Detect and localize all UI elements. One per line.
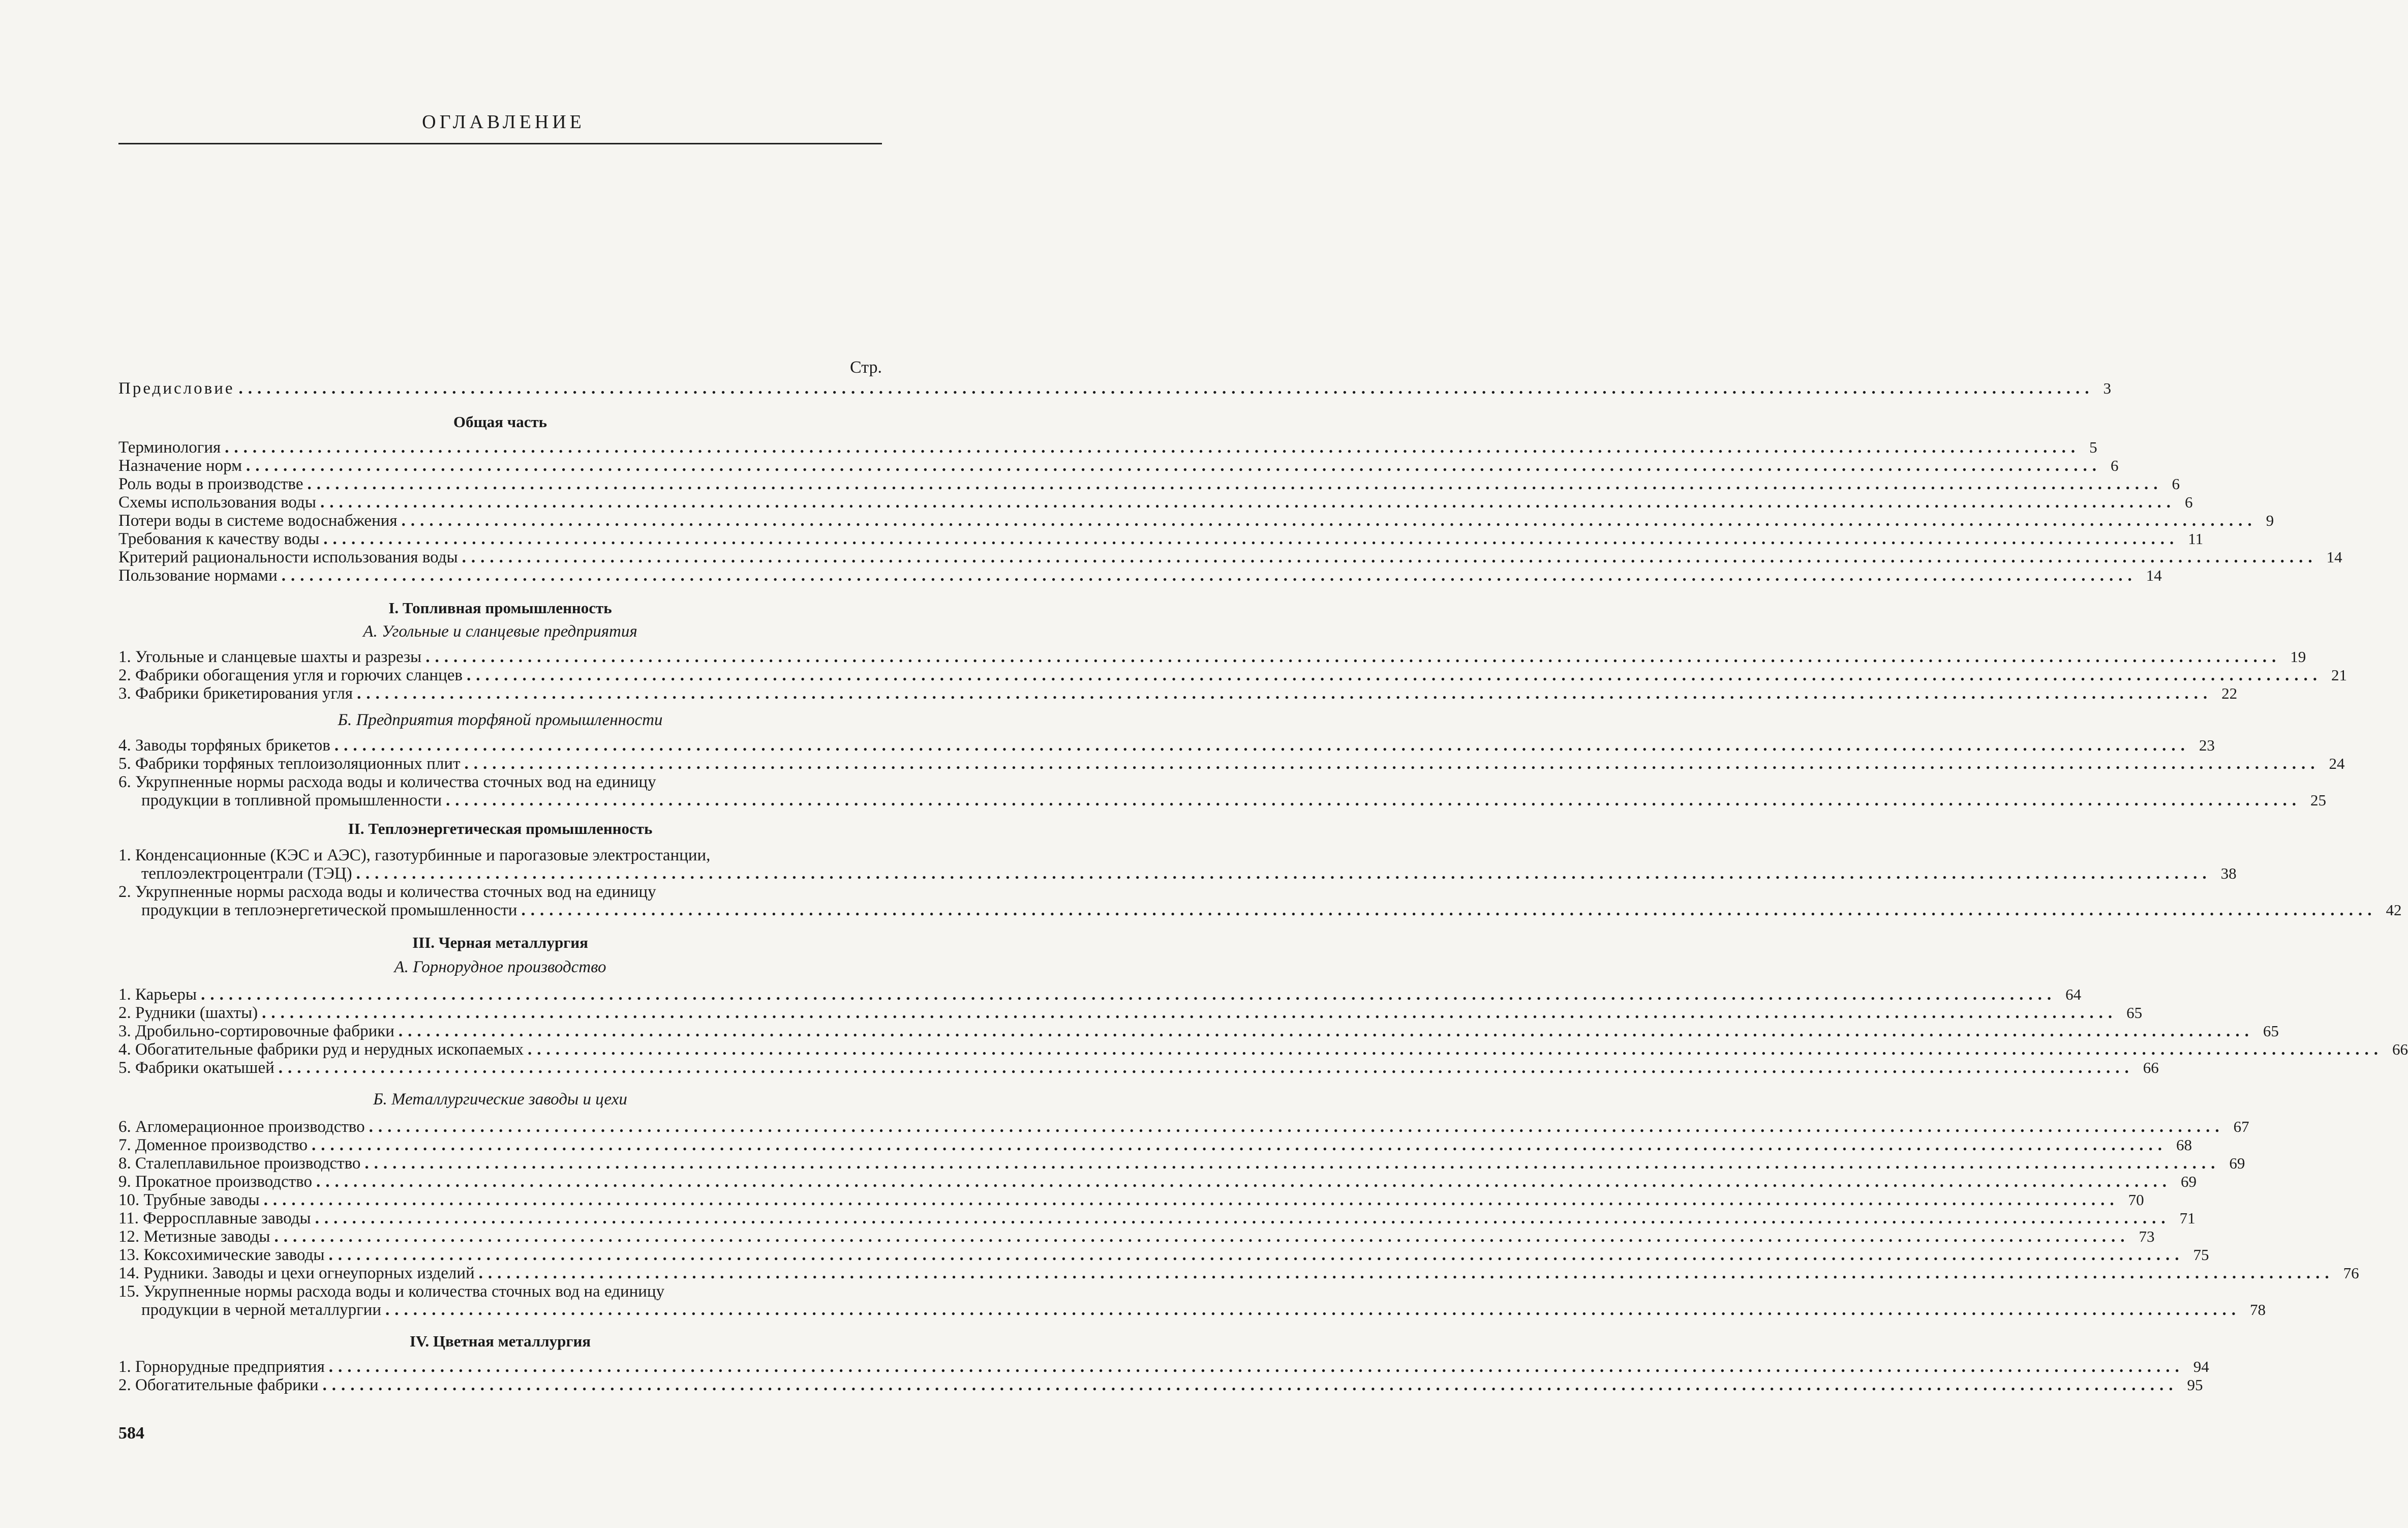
toc-entry[interactable] bbox=[118, 684, 2238, 703]
toc-entry-text: продукции в теплоэнергетической промышленности bbox=[141, 901, 517, 919]
toc-entry[interactable] bbox=[118, 475, 2180, 493]
toc-entry[interactable] bbox=[118, 864, 2237, 883]
toc-entry-page: 64 bbox=[2065, 985, 2082, 1003]
toc-entry-page: 65 bbox=[2126, 1004, 2143, 1022]
toc-entry-page: 95 bbox=[2187, 1376, 2203, 1394]
toc-entry[interactable] bbox=[118, 493, 2193, 512]
toc-entry-page: 11 bbox=[2188, 530, 2204, 548]
toc-entry[interactable] bbox=[118, 1301, 2266, 1319]
title-rule bbox=[118, 143, 882, 144]
toc-entry-page: 68 bbox=[2176, 1136, 2192, 1154]
toc-entry-page: 19 bbox=[2290, 648, 2306, 666]
toc-entry[interactable] bbox=[118, 648, 2306, 666]
leader-dots: ........................................................................................................................................................................................................ bbox=[462, 548, 2318, 566]
toc-entry[interactable] bbox=[118, 1227, 2155, 1246]
toc-entry-text: продукции в черной металлургии bbox=[141, 1301, 381, 1319]
leader-dots: ........................................................................................................................................................................................................ bbox=[263, 1191, 2119, 1209]
toc-entry-text: 8. Сталеплавильное производство bbox=[118, 1154, 361, 1173]
toc-entry-text: Критерий рациональности использования воды bbox=[118, 548, 458, 566]
page-number: 584 bbox=[118, 1424, 144, 1443]
leader-dots: ........................................................................................................................................................................................................ bbox=[320, 493, 2176, 512]
leader-dots: ........................................................................................................................................................................................................ bbox=[323, 530, 2179, 548]
toc-entry[interactable] bbox=[118, 1004, 2143, 1022]
section-3a-entries bbox=[118, 985, 2408, 1077]
toc-entry-page: 6 bbox=[2172, 475, 2180, 493]
toc-entry-text: 2. Рудники (шахты) bbox=[118, 1004, 258, 1022]
toc-entry-page: 78 bbox=[2250, 1301, 2266, 1319]
toc-entry-text: 1. Горнорудные предприятия bbox=[118, 1358, 325, 1376]
leader-dots: ........................................................................................................................................................................................................ bbox=[425, 648, 2281, 666]
leader-dots: ........................................................................................................................................................................................................ bbox=[262, 1004, 2118, 1022]
toc-entry[interactable] bbox=[118, 755, 2345, 773]
leader-dots: ........................................................................................................................................................................................................ bbox=[307, 475, 2163, 493]
section-1b-entries bbox=[118, 736, 2345, 773]
toc-entry-text: 4. Обогатительные фабрики руд и нерудных ископаемых bbox=[118, 1040, 524, 1059]
toc-entry-page: 6 bbox=[2111, 457, 2119, 474]
leader-dots: ........................................................................................................................................................................................................ bbox=[357, 684, 2213, 703]
toc-entry[interactable] bbox=[118, 1040, 2408, 1059]
section-heading: IV. Цветная металлургия bbox=[409, 1332, 591, 1350]
leader-dots: ........................................................................................................................................................................................................ bbox=[238, 379, 2094, 398]
leader-dots: ........................................................................................................................................................................................................ bbox=[328, 1358, 2184, 1376]
toc-entry-text: Схемы использования воды bbox=[118, 493, 316, 512]
toc-entry[interactable] bbox=[118, 666, 2347, 684]
toc-entry-page: 76 bbox=[2343, 1264, 2359, 1282]
toc-entry-text: Предисловие bbox=[118, 379, 235, 398]
toc-entry-text: 2. Фабрики обогащения угля и горючих сланцев bbox=[118, 666, 463, 684]
toc-entry-text: 11. Ферросплавные заводы bbox=[118, 1209, 311, 1227]
toc-entry[interactable] bbox=[118, 530, 2204, 548]
toc-entry[interactable] bbox=[118, 1173, 2197, 1191]
section-heading: I. Топливная промышленность bbox=[388, 599, 612, 617]
leader-dots: ........................................................................................................................................................................................................ bbox=[334, 736, 2190, 755]
toc-entry-page: 9 bbox=[2266, 512, 2274, 529]
toc-entry-text: 5. Фабрики торфяных теплоизоляционных плит bbox=[118, 755, 461, 773]
toc-entry[interactable] bbox=[118, 1358, 2209, 1376]
toc-entry-wrap-line: 2. Укрупненные нормы расхода воды и количества сточных вод на единицу bbox=[118, 883, 656, 901]
leader-dots: ........................................................................................................................................................................................................ bbox=[385, 1301, 2241, 1319]
leader-dots: ........................................................................................................................................................................................................ bbox=[521, 901, 2377, 919]
leader-dots: ........................................................................................................................................................................................................ bbox=[246, 457, 2102, 475]
section-heading: Общая часть bbox=[453, 413, 547, 431]
toc-entry-text: 5. Фабрики окатышей bbox=[118, 1059, 275, 1077]
toc-entry-text: 4. Заводы торфяных брикетов bbox=[118, 736, 330, 755]
toc-entry-text: 7. Доменное производство bbox=[118, 1136, 308, 1154]
leader-dots: ........................................................................................................................................................................................................ bbox=[369, 1118, 2224, 1136]
toc-entry[interactable] bbox=[118, 791, 2327, 810]
toc-entry-page: 94 bbox=[2193, 1358, 2209, 1375]
leader-dots: ........................................................................................................................................................................................................ bbox=[201, 985, 2057, 1004]
toc-entry-page: 66 bbox=[2143, 1059, 2159, 1076]
toc-entry-page: 38 bbox=[2220, 864, 2237, 882]
toc-entry-text: Терминология bbox=[118, 438, 221, 457]
leader-dots: ........................................................................................................................................................................................................ bbox=[316, 1173, 2172, 1191]
toc-entry-page: 3 bbox=[2103, 379, 2111, 397]
page-title: ОГЛАВЛЕНИЕ bbox=[422, 111, 585, 133]
toc-entry[interactable] bbox=[118, 1264, 2359, 1282]
toc-entry[interactable] bbox=[118, 1059, 2159, 1077]
leader-dots: ........................................................................................................................................................................................................ bbox=[281, 566, 2137, 585]
toc-entry-preface[interactable] bbox=[118, 379, 2111, 398]
toc-entry-text: 6. Агломерационное производство bbox=[118, 1118, 365, 1136]
toc-entry-text: Назначение норм bbox=[118, 457, 242, 475]
toc-entry-text: Потери воды в системе водоснабжения bbox=[118, 512, 398, 530]
leader-dots: ........................................................................................................................................................................................................ bbox=[322, 1376, 2178, 1394]
subsection-heading: А. Угольные и сланцевые предприятия bbox=[363, 622, 637, 641]
leader-dots: ........................................................................................................................................................................................................ bbox=[466, 666, 2322, 684]
toc-entry-text: Роль воды в производстве bbox=[118, 475, 303, 493]
leader-dots: ........................................................................................................................................................................................................ bbox=[398, 1022, 2254, 1040]
toc-entry-text: 1. Карьеры bbox=[118, 985, 197, 1004]
toc-entry-text: 3. Фабрики брикетирования угля bbox=[118, 684, 353, 703]
leader-dots: ........................................................................................................................................................................................................ bbox=[328, 1246, 2184, 1264]
toc-entry-text: 3. Дробильно-сортировочные фабрики bbox=[118, 1022, 394, 1040]
toc-entry[interactable] bbox=[118, 736, 2215, 755]
toc-entry-wrap-line: 15. Укрупненные нормы расхода воды и количества сточных вод на единицу bbox=[118, 1282, 665, 1301]
subsection-heading: Б. Металлургические заводы и цехи bbox=[373, 1090, 627, 1108]
toc-entry[interactable] bbox=[118, 901, 2402, 919]
leader-dots: ........................................................................................................................................................................................................ bbox=[464, 755, 2320, 773]
toc-entry-page: 70 bbox=[2128, 1191, 2144, 1209]
toc-entry[interactable] bbox=[118, 512, 2274, 530]
subsection-heading: А. Горнорудное производство bbox=[394, 958, 606, 976]
toc-entry[interactable] bbox=[118, 1022, 2279, 1040]
toc-entry-page: 6 bbox=[2184, 493, 2193, 511]
toc-entry-text: 12. Метизные заводы bbox=[118, 1227, 270, 1246]
leader-dots: ........................................................................................................................................................................................................ bbox=[401, 512, 2257, 530]
section-heading: II. Теплоэнергетическая промышленность bbox=[348, 820, 653, 837]
toc-entry-page: 73 bbox=[2139, 1227, 2155, 1245]
toc-entry[interactable] bbox=[118, 548, 2342, 566]
toc-entry-text: 10. Трубные заводы bbox=[118, 1191, 260, 1209]
toc-entry-page: 65 bbox=[2263, 1022, 2279, 1040]
toc-entry-text: 14. Рудники. Заводы и цехи огнеупорных изделий bbox=[118, 1264, 475, 1282]
toc-entry[interactable] bbox=[118, 1246, 2209, 1264]
toc-entry-text: Пользование нормами bbox=[118, 566, 278, 585]
toc-entry-page: 5 bbox=[2089, 438, 2097, 456]
toc-entry-page: 14 bbox=[2146, 566, 2162, 584]
leader-dots: ........................................................................................................................................................................................................ bbox=[312, 1136, 2168, 1154]
leader-dots: ........................................................................................................................................................................................................ bbox=[278, 1059, 2134, 1077]
toc-entry-text: 1. Угольные и сланцевые шахты и разрезы bbox=[118, 648, 422, 666]
toc-entry[interactable] bbox=[118, 1136, 2192, 1154]
leader-dots: ........................................................................................................................................................................................................ bbox=[446, 791, 2302, 810]
section-heading: III. Черная металлургия bbox=[412, 934, 588, 951]
general-entries bbox=[118, 438, 2342, 585]
toc-entry-page: 69 bbox=[2181, 1173, 2197, 1190]
section-3b-entries bbox=[118, 1118, 2359, 1282]
leader-dots: ........................................................................................................................................................................................................ bbox=[356, 864, 2212, 883]
toc-entry-page: 21 bbox=[2331, 666, 2347, 684]
leader-dots: ........................................................................................................................................................................................................ bbox=[274, 1227, 2130, 1246]
toc-entry-text: 9. Прокатное производство bbox=[118, 1173, 313, 1191]
toc-entry-page: 23 bbox=[2199, 736, 2215, 754]
toc-entry-text: 2. Обогатительные фабрики bbox=[118, 1376, 319, 1394]
table-of-contents bbox=[118, 356, 2408, 1394]
toc-entry[interactable] bbox=[118, 457, 2119, 475]
toc-entry-page: 42 bbox=[2386, 901, 2402, 919]
toc-entry[interactable] bbox=[118, 1154, 2245, 1173]
toc-entry-page: 22 bbox=[2221, 684, 2238, 702]
toc-entry-page: 75 bbox=[2193, 1246, 2209, 1264]
toc-entry-text: 13. Коксохимические заводы bbox=[118, 1246, 325, 1264]
toc-entry-page: 14 bbox=[2326, 548, 2342, 566]
toc-entry-page: 25 bbox=[2310, 791, 2327, 809]
toc-entry[interactable] bbox=[118, 438, 2097, 457]
leader-dots: ........................................................................................................................................................................................................ bbox=[225, 438, 2081, 457]
toc-entry-text: Требования к качеству воды bbox=[118, 530, 320, 548]
leader-dots: ........................................................................................................................................................................................................ bbox=[528, 1040, 2384, 1059]
toc-entry-text: продукции в топливной промышленности bbox=[141, 791, 442, 810]
toc-entry-page: 67 bbox=[2233, 1118, 2249, 1135]
leader-dots: ........................................................................................................................................................................................................ bbox=[478, 1264, 2334, 1282]
toc-entry-wrap-line: 6. Укрупненные нормы расхода воды и количества сточных вод на единицу bbox=[118, 773, 656, 791]
toc-entry-page: 69 bbox=[2229, 1154, 2245, 1172]
subsection-heading: Б. Предприятия торфяной промышленности bbox=[338, 711, 663, 729]
toc-entry[interactable] bbox=[118, 1118, 2249, 1136]
toc-entry-wrap-line: 1. Конденсационные (КЭС и АЭС), газотурбинные и парогазовые электростанции, bbox=[118, 846, 711, 864]
leader-dots: ........................................................................................................................................................................................................ bbox=[315, 1209, 2171, 1227]
toc-entry[interactable] bbox=[118, 985, 2082, 1004]
toc-entry[interactable] bbox=[118, 1209, 2196, 1227]
toc-entry-page: 66 bbox=[2392, 1040, 2408, 1058]
toc-entry-page: 71 bbox=[2179, 1209, 2196, 1227]
toc-entry[interactable] bbox=[118, 1376, 2203, 1394]
leader-dots: ........................................................................................................................................................................................................ bbox=[364, 1154, 2220, 1173]
toc-entry[interactable] bbox=[118, 566, 2162, 585]
toc-entry-text: теплоэлектроцентрали (ТЭЦ) bbox=[141, 864, 352, 883]
toc-entry-page: 24 bbox=[2329, 755, 2345, 772]
page-column-label: Стр. bbox=[849, 358, 882, 377]
toc-entry[interactable] bbox=[118, 1191, 2144, 1209]
section-4-entries bbox=[118, 1358, 2209, 1394]
section-1a-entries bbox=[118, 648, 2347, 703]
